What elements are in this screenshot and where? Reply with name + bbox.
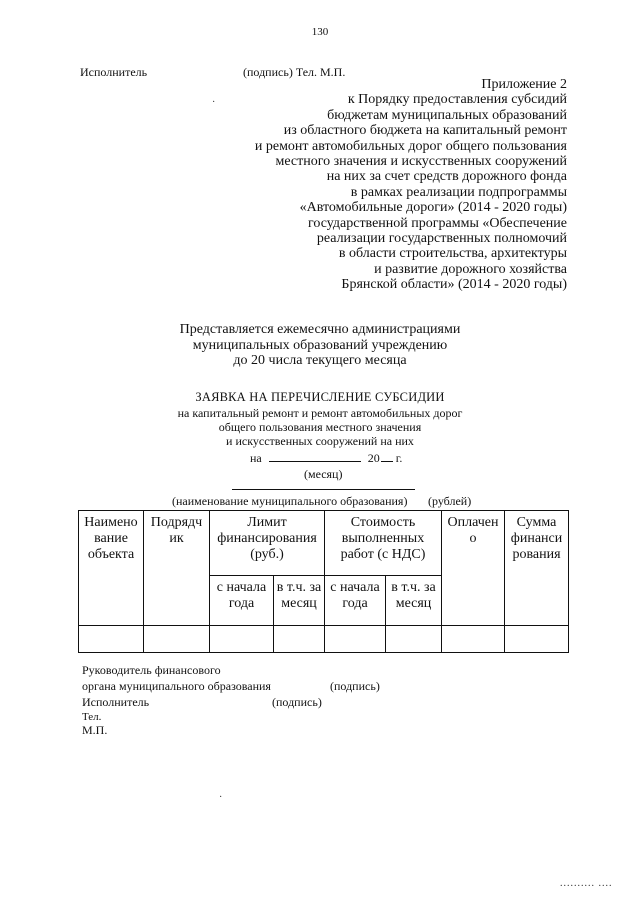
appendix-line: реализации государственных полномочий <box>316 231 567 247</box>
subtitle-line: и искусственных сооружений на них <box>226 434 414 448</box>
subheader-cost-since-start: с начала года <box>325 576 386 626</box>
appendix-line: «Автомобильные дороги» (2014 - 2020 годы) <box>299 200 567 216</box>
appendix-line: в рамках реализации подпрограммы <box>350 184 567 200</box>
table-cell[interactable] <box>442 626 505 653</box>
appendix-line: из областного бюджета на капитальный ремонт <box>283 123 567 139</box>
date-suffix: г. <box>395 451 403 465</box>
header-contractor: Подрядч ик <box>144 511 210 626</box>
scan-dots: .......... .... <box>560 878 613 889</box>
subheader-limit-month: в т.ч. за месяц <box>274 576 325 626</box>
request-table <box>78 510 569 653</box>
header-work-cost: Стоимость выполненных работ (с НДС) <box>325 511 442 576</box>
table-cell[interactable] <box>210 626 274 653</box>
appendix-line: в области строительства, архитектуры <box>338 246 567 262</box>
currency-caption: (рублей) <box>428 494 472 508</box>
table-cell[interactable] <box>505 626 569 653</box>
finance-head-label-2: органа муниципального образования <box>82 679 271 693</box>
scan-dot: · <box>219 792 223 803</box>
finance-head-label-1: Руководитель финансового <box>82 663 221 677</box>
municipality-blank-field[interactable] <box>232 489 415 490</box>
date-line <box>250 451 402 466</box>
finance-head-signature: (подпись) <box>330 679 380 693</box>
month-caption: (месяц) <box>304 467 343 481</box>
appendix-line: бюджетам муниципальных образований <box>327 107 567 123</box>
table-cell[interactable] <box>144 626 210 653</box>
page-number: 130 <box>311 26 329 38</box>
phone-label: Тел. <box>82 711 102 723</box>
executor-label: Исполнитель <box>82 695 150 709</box>
header-paid: Оплачен о <box>442 511 505 626</box>
request-title: ЗАЯВКА НА ПЕРЕЧИСЛЕНИЕ СУБСИДИИ <box>195 390 445 404</box>
top-executor-signature: (подпись) Тел. М.П. <box>243 65 346 79</box>
intro-block <box>0 322 640 369</box>
subheader-limit-since-start: с начала года <box>210 576 274 626</box>
appendix-line: местного значения и искусственных сооружений <box>275 154 567 170</box>
date-year: 20 <box>367 451 380 465</box>
month-blank-field[interactable] <box>269 451 361 462</box>
appendix-line: на них за счет средств дорожного фонда <box>326 169 567 185</box>
executor-signature: (подпись) <box>272 695 322 709</box>
appendix-line: Брянской области» (2014 - 2020 годы) <box>341 277 567 293</box>
table-row <box>79 626 569 653</box>
appendix-line: и развитие дорожного хозяйства <box>374 261 567 277</box>
intro-line: до 20 числа текущего месяца <box>233 353 407 368</box>
date-prefix: на <box>250 451 262 465</box>
header-financing-limit: Лимит финансирования (руб.) <box>210 511 325 576</box>
table-cell[interactable] <box>386 626 442 653</box>
intro-line: муниципальных образований учреждению <box>192 337 448 353</box>
header-financing-amount: Сумма финанси рования <box>505 511 569 626</box>
table-cell[interactable] <box>79 626 144 653</box>
scan-dot: · <box>212 97 216 108</box>
municipality-caption: (наименование муниципального образования) <box>172 494 408 508</box>
table-cell[interactable] <box>274 626 325 653</box>
appendix-line: государственной программы «Обеспечение <box>308 215 567 231</box>
header-object-name: Наимено вание объекта <box>79 511 144 626</box>
top-executor-label: Исполнитель <box>80 65 148 79</box>
appendix-line: и ремонт автомобильных дорог общего пользования <box>254 138 567 154</box>
request-subtitle <box>0 406 640 448</box>
subtitle-line: общего пользования местного значения <box>218 420 422 434</box>
appendix-block <box>255 77 567 293</box>
table-cell[interactable] <box>325 626 386 653</box>
appendix-line: Приложение 2 <box>481 77 567 92</box>
intro-line: Представляется ежемесячно администрациями <box>179 322 461 337</box>
subheader-cost-month: в т.ч. за месяц <box>386 576 442 626</box>
subtitle-line: на капитальный ремонт и ремонт автомобильных дорог <box>177 406 463 420</box>
appendix-line: к Порядку предоставления субсидий <box>347 92 567 108</box>
year-blank-field[interactable] <box>381 451 393 462</box>
stamp-label: М.П. <box>82 723 108 737</box>
